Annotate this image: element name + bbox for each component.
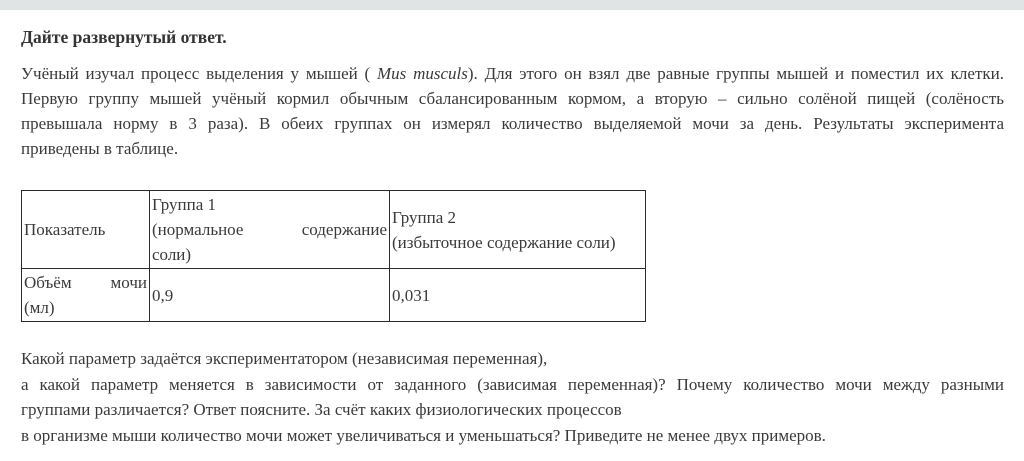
header-cell-group2 (390, 191, 646, 269)
header-cell-indicator (22, 191, 150, 269)
intro-text-after-species: ). Для этого он взял две равные группы мышей и поместил их клетки. (467, 64, 1004, 83)
urine-volume-unit: (мл) (24, 298, 55, 317)
group1-title: Группа 1 (152, 195, 217, 214)
questions-paragraph (21, 346, 1004, 448)
question-line-2: а какой параметр меняется в зависимости от заданного (зависимая переменная)? Почему количество мочи между разными (21, 374, 1004, 394)
urine-volume-label-line (24, 270, 147, 295)
intro-paragraph (21, 61, 1004, 161)
urine-volume-word1: Объём (24, 273, 72, 292)
group1-subtitle-line (152, 217, 387, 242)
urine-volume-word2: мочи (110, 273, 147, 292)
intro-line-3: превышала норму в 3 раза). В обеих группах он измерял количество выделяемой мочи за день. Результаты эксперимента (21, 114, 1004, 133)
intro-line-1 (21, 61, 1004, 86)
group1-subtitle-right: содержание (301, 220, 387, 239)
page-title: Дайте развернутый ответ. (21, 27, 227, 47)
indicator-label: Показатель (24, 220, 106, 239)
intro-text-before-species: Учёный изучал процесс выделения у мышей ( (21, 64, 377, 83)
table-data-row (22, 269, 646, 322)
page-top-bar (0, 0, 1024, 10)
intro-line-4: приведены в таблице. (21, 139, 179, 158)
question-line-4: в организме мыши количество мочи может увеличиваться и уменьшаться? Приведите не менее двух примеров. (21, 425, 826, 445)
header-cell-group1 (150, 191, 390, 269)
cell-group2-value: 0,031 (390, 269, 646, 322)
question-line-1: Какой параметр задаётся экспериментатором (независимая переменная), (21, 349, 548, 368)
cell-urine-volume-label (22, 269, 150, 322)
group1-subtitle-end: соли) (152, 245, 192, 264)
cell-group1-value: 0,9 (150, 269, 390, 322)
intro-line-2: Первую группу мышей учёный кормил обычным сбалансированным кормом, а вторую – сильно солёной пищей (солёность (21, 89, 1004, 108)
table-header-row (22, 191, 646, 269)
group2-subtitle: (избыточное содержание соли) (392, 232, 616, 252)
question-line-3: группами различается? Ответ поясните. За счёт каких физиологических процессов (21, 400, 622, 419)
group2-title: Группа 2 (392, 207, 457, 227)
document-content (0, 10, 1024, 448)
experiment-results-table (21, 190, 646, 322)
group1-subtitle-left: (нормальное (152, 220, 244, 239)
species-name-italic: Mus musculs (377, 64, 468, 83)
